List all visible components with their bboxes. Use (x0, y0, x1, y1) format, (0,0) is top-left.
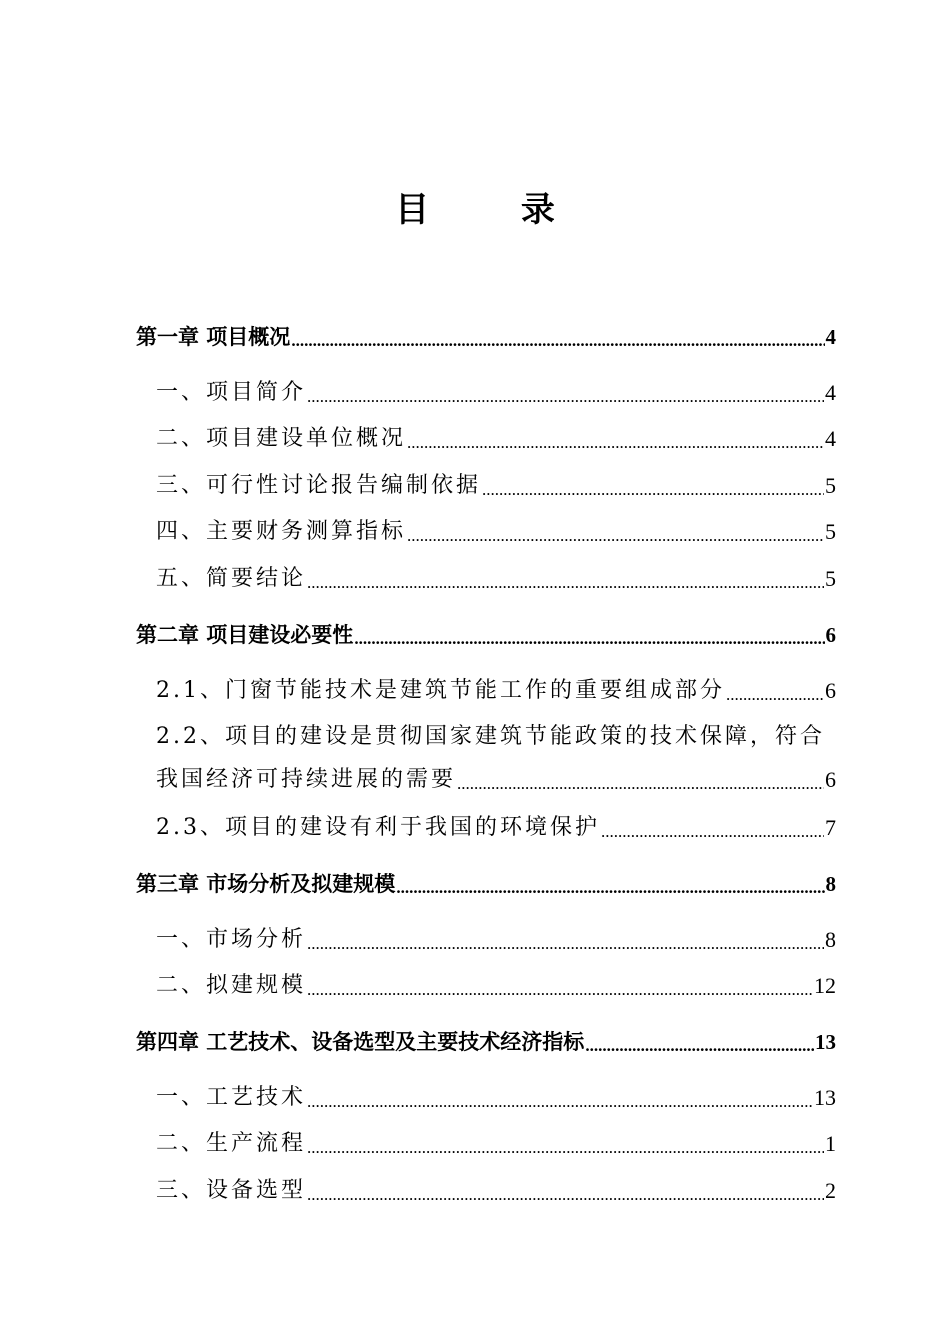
toc-entry-page: 8 (825, 872, 836, 896)
toc-entry-page: 6 (825, 623, 836, 647)
toc-entry[interactable] (156, 765, 836, 795)
toc-leader-dots (482, 471, 824, 501)
toc-entry-label: 一、项目简介 (156, 380, 307, 405)
toc-leader-dots (407, 517, 824, 547)
page-title: 目 录 (395, 190, 595, 230)
toc-entry-label: 第三章 市场分析及拟建规模 (136, 872, 396, 896)
toc-entry-label: 第一章 项目概况 (136, 325, 291, 349)
toc-entry-page: 5 (825, 519, 836, 544)
toc-entry-page: 13 (814, 1085, 836, 1110)
toc-leader-dots (354, 620, 824, 650)
toc-entry-label: 第四章 工艺技术、设备选型及主要技术经济指标 (136, 1030, 585, 1054)
toc-leader-dots (291, 322, 824, 352)
toc-entry-page: 7 (825, 815, 836, 840)
toc-entry-page: 6 (825, 678, 836, 703)
toc-leader-dots (307, 925, 824, 955)
toc-entry[interactable] (156, 676, 836, 706)
toc-entry-page: 5 (825, 473, 836, 498)
toc-leader-dots (601, 813, 824, 843)
toc-leader-dots (307, 971, 813, 1001)
toc-leader-dots (396, 869, 824, 899)
toc-entry-label: 2.3、项目的建设有利于我国的环境保护 (156, 815, 600, 840)
toc-entry-page: 8 (825, 927, 836, 952)
toc-entry-page: 12 (814, 973, 836, 998)
toc-entry-label: 二、生产流程 (156, 1131, 307, 1156)
toc-leader-dots (407, 424, 824, 454)
toc-entry-page: 1 (825, 1131, 836, 1156)
toc-entry-label: 我国经济可持续进展的需要 (156, 767, 457, 792)
toc-entry[interactable] (136, 1027, 836, 1057)
toc-entry-label: 三、可行性讨论报告编制依据 (156, 473, 482, 498)
toc-entry[interactable] (156, 1176, 836, 1206)
toc-entry[interactable] (156, 471, 836, 501)
toc-entry[interactable] (156, 378, 836, 408)
toc-entry-label: 五、简要结论 (156, 566, 307, 591)
toc-entry-page: 6 (825, 767, 836, 792)
toc-entry[interactable] (136, 620, 836, 650)
toc-entry[interactable] (156, 564, 836, 594)
toc-entry[interactable] (156, 517, 836, 547)
toc-entry-page: 4 (825, 380, 836, 405)
toc-entry[interactable] (156, 424, 836, 454)
toc-entry-label-line1[interactable]: 2.2、项目的建设是贯彻国家建筑节能政策的技术保障，符合 (156, 724, 825, 749)
toc-entry-label: 四、主要财务测算指标 (156, 519, 407, 544)
toc-entry-page: 13 (815, 1030, 836, 1054)
toc-leader-dots (307, 1176, 824, 1206)
toc-entry-page: 2 (825, 1178, 836, 1203)
toc-leader-dots (585, 1027, 814, 1057)
toc-entry-page: 4 (825, 325, 836, 349)
toc-entry-label: 第二章 项目建设必要性 (136, 623, 354, 647)
toc-leader-dots (307, 1083, 813, 1113)
toc-entry[interactable] (136, 869, 836, 899)
toc-entry-label: 2.1、门窗节能技术是建筑节能工作的重要组成部分 (156, 678, 725, 703)
toc-entry-label: 一、工艺技术 (156, 1085, 307, 1110)
toc-entry[interactable] (156, 971, 836, 1001)
toc-entry-page: 5 (825, 566, 836, 591)
toc-entry-label: 二、拟建规模 (156, 973, 307, 998)
toc-leader-dots (457, 765, 824, 795)
toc-entry-label: 三、设备选型 (156, 1178, 307, 1203)
toc-entry[interactable] (156, 813, 836, 843)
toc-leader-dots (307, 378, 824, 408)
toc-entry[interactable] (136, 322, 836, 352)
toc-entry[interactable] (156, 1129, 836, 1159)
toc-entry[interactable] (156, 925, 836, 955)
toc-leader-dots (307, 1129, 824, 1159)
toc-leader-dots (307, 564, 824, 594)
toc-entry-label: 一、市场分析 (156, 927, 307, 952)
toc-entry-label: 二、项目建设单位概况 (156, 426, 407, 451)
toc-leader-dots (726, 676, 824, 706)
toc-entry[interactable] (156, 1083, 836, 1113)
toc-entry-page: 4 (825, 426, 836, 451)
